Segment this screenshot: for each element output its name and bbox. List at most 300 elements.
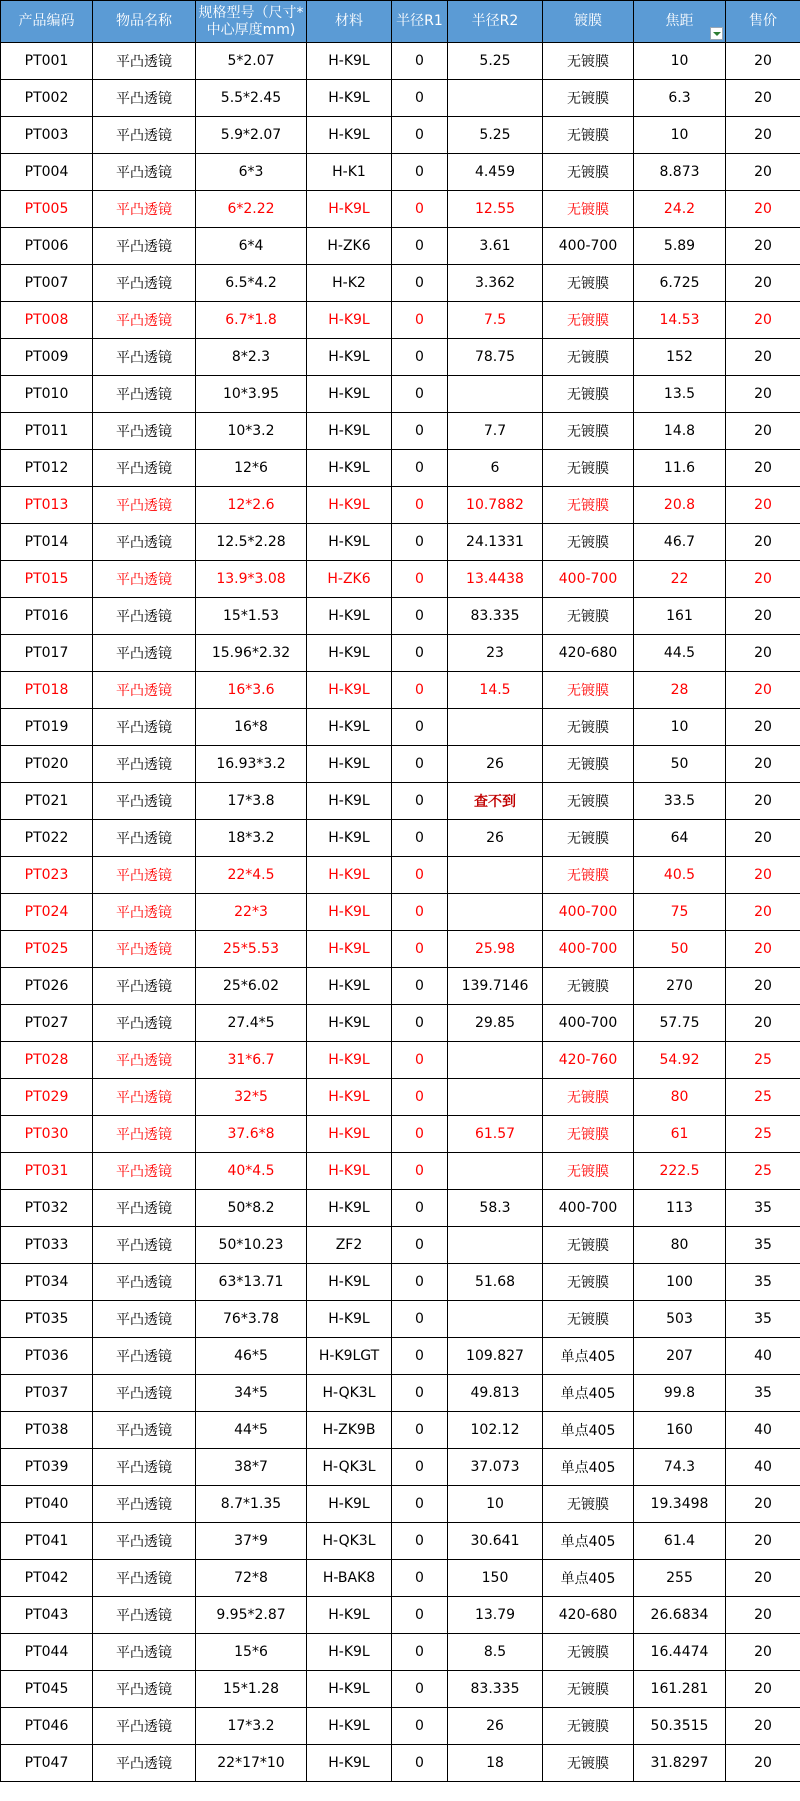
cell-item-name[interactable]: 平凸透镜: [93, 1301, 196, 1338]
cell-radius-r1[interactable]: 0: [392, 1227, 448, 1264]
header-radius-r2[interactable]: 半径R2: [448, 1, 543, 43]
cell-price[interactable]: 20: [726, 302, 800, 339]
cell-focal-length[interactable]: 10: [634, 709, 726, 746]
cell-material[interactable]: H-K9L: [307, 1486, 392, 1523]
cell-item-name[interactable]: 平凸透镜: [93, 1486, 196, 1523]
table-row[interactable]: [1, 1745, 800, 1782]
cell-item-name[interactable]: 平凸透镜: [93, 1190, 196, 1227]
cell-material[interactable]: H-K9L: [307, 709, 392, 746]
cell-material[interactable]: H-K9L: [307, 80, 392, 117]
cell-focal-length[interactable]: 100: [634, 1264, 726, 1301]
cell-spec-model[interactable]: 37.6*8: [196, 1116, 307, 1153]
cell-spec-model[interactable]: 5.5*2.45: [196, 80, 307, 117]
table-row[interactable]: [1, 265, 800, 302]
cell-material[interactable]: H-K9L: [307, 1264, 392, 1301]
cell-radius-r2[interactable]: 58.3: [448, 1190, 543, 1227]
cell-price[interactable]: 20: [726, 598, 800, 635]
cell-focal-length[interactable]: 11.6: [634, 450, 726, 487]
table-row[interactable]: [1, 1375, 800, 1412]
header-spec-model[interactable]: 规格型号（尺寸*中心厚度mm): [196, 1, 307, 43]
cell-focal-length[interactable]: 161.281: [634, 1671, 726, 1708]
cell-focal-length[interactable]: 80: [634, 1079, 726, 1116]
cell-coating[interactable]: 无镀膜: [543, 487, 634, 524]
table-row[interactable]: [1, 450, 800, 487]
cell-spec-model[interactable]: 15.96*2.32: [196, 635, 307, 672]
table-row[interactable]: [1, 931, 800, 968]
cell-coating[interactable]: 420-680: [543, 635, 634, 672]
cell-item-name[interactable]: 平凸透镜: [93, 1042, 196, 1079]
cell-radius-r2[interactable]: 5.25: [448, 43, 543, 80]
cell-price[interactable]: 20: [726, 524, 800, 561]
cell-coating[interactable]: 无镀膜: [543, 1671, 634, 1708]
cell-radius-r1[interactable]: 0: [392, 1708, 448, 1745]
cell-item-name[interactable]: 平凸透镜: [93, 820, 196, 857]
cell-coating[interactable]: 无镀膜: [543, 783, 634, 820]
cell-spec-model[interactable]: 63*13.71: [196, 1264, 307, 1301]
cell-price[interactable]: 20: [726, 43, 800, 80]
cell-price[interactable]: 20: [726, 746, 800, 783]
table-row[interactable]: [1, 1412, 800, 1449]
table-row[interactable]: [1, 1634, 800, 1671]
cell-coating[interactable]: 无镀膜: [543, 1486, 634, 1523]
cell-item-name[interactable]: 平凸透镜: [93, 1375, 196, 1412]
table-row[interactable]: [1, 1449, 800, 1486]
header-radius-r1[interactable]: 半径R1: [392, 1, 448, 43]
cell-material[interactable]: H-K9L: [307, 1745, 392, 1782]
cell-coating[interactable]: 无镀膜: [543, 1116, 634, 1153]
cell-product-code[interactable]: PT021: [1, 783, 93, 820]
cell-spec-model[interactable]: 22*4.5: [196, 857, 307, 894]
cell-focal-length[interactable]: 152: [634, 339, 726, 376]
cell-focal-length[interactable]: 270: [634, 968, 726, 1005]
cell-spec-model[interactable]: 17*3.2: [196, 1708, 307, 1745]
cell-spec-model[interactable]: 13.9*3.08: [196, 561, 307, 598]
cell-material[interactable]: H-K1: [307, 154, 392, 191]
cell-spec-model[interactable]: 16*8: [196, 709, 307, 746]
cell-coating[interactable]: 无镀膜: [543, 1227, 634, 1264]
cell-material[interactable]: H-K9L: [307, 413, 392, 450]
cell-spec-model[interactable]: 6*3: [196, 154, 307, 191]
cell-focal-length[interactable]: 61.4: [634, 1523, 726, 1560]
cell-product-code[interactable]: PT038: [1, 1412, 93, 1449]
cell-radius-r2[interactable]: 3.61: [448, 228, 543, 265]
cell-spec-model[interactable]: 72*8: [196, 1560, 307, 1597]
table-row[interactable]: [1, 1005, 800, 1042]
table-row[interactable]: [1, 857, 800, 894]
cell-radius-r1[interactable]: 0: [392, 413, 448, 450]
cell-focal-length[interactable]: 207: [634, 1338, 726, 1375]
cell-price[interactable]: 20: [726, 857, 800, 894]
cell-coating[interactable]: 无镀膜: [543, 1264, 634, 1301]
cell-coating[interactable]: 无镀膜: [543, 746, 634, 783]
cell-radius-r1[interactable]: 0: [392, 43, 448, 80]
cell-coating[interactable]: 单点405: [543, 1338, 634, 1375]
cell-spec-model[interactable]: 34*5: [196, 1375, 307, 1412]
cell-product-code[interactable]: PT001: [1, 43, 93, 80]
cell-product-code[interactable]: PT043: [1, 1597, 93, 1634]
cell-focal-length[interactable]: 10: [634, 43, 726, 80]
cell-radius-r2[interactable]: 18: [448, 1745, 543, 1782]
cell-spec-model[interactable]: 5.9*2.07: [196, 117, 307, 154]
cell-spec-model[interactable]: 37*9: [196, 1523, 307, 1560]
cell-radius-r1[interactable]: 0: [392, 1523, 448, 1560]
cell-material[interactable]: H-K9L: [307, 746, 392, 783]
cell-material[interactable]: H-K9L: [307, 931, 392, 968]
cell-spec-model[interactable]: 8*2.3: [196, 339, 307, 376]
cell-price[interactable]: 35: [726, 1190, 800, 1227]
table-row[interactable]: [1, 1153, 800, 1190]
cell-material[interactable]: H-K9L: [307, 339, 392, 376]
cell-item-name[interactable]: 平凸透镜: [93, 968, 196, 1005]
cell-radius-r1[interactable]: 0: [392, 1005, 448, 1042]
cell-radius-r2[interactable]: 12.55: [448, 191, 543, 228]
cell-price[interactable]: 25: [726, 1116, 800, 1153]
cell-product-code[interactable]: PT036: [1, 1338, 93, 1375]
cell-radius-r2[interactable]: 102.12: [448, 1412, 543, 1449]
cell-spec-model[interactable]: 15*1.28: [196, 1671, 307, 1708]
cell-radius-r2[interactable]: 10.7882: [448, 487, 543, 524]
cell-product-code[interactable]: PT007: [1, 265, 93, 302]
cell-item-name[interactable]: 平凸透镜: [93, 524, 196, 561]
cell-focal-length[interactable]: 222.5: [634, 1153, 726, 1190]
cell-radius-r1[interactable]: 0: [392, 931, 448, 968]
cell-focal-length[interactable]: 8.873: [634, 154, 726, 191]
cell-radius-r1[interactable]: 0: [392, 302, 448, 339]
cell-item-name[interactable]: 平凸透镜: [93, 1338, 196, 1375]
cell-spec-model[interactable]: 22*17*10: [196, 1745, 307, 1782]
cell-focal-length[interactable]: 24.2: [634, 191, 726, 228]
cell-price[interactable]: 35: [726, 1227, 800, 1264]
cell-focal-length[interactable]: 14.8: [634, 413, 726, 450]
cell-material[interactable]: H-K9L: [307, 857, 392, 894]
table-row[interactable]: [1, 413, 800, 450]
table-row[interactable]: [1, 154, 800, 191]
cell-item-name[interactable]: 平凸透镜: [93, 43, 196, 80]
cell-price[interactable]: 20: [726, 1745, 800, 1782]
cell-product-code[interactable]: PT026: [1, 968, 93, 1005]
cell-radius-r2[interactable]: 30.641: [448, 1523, 543, 1560]
cell-coating[interactable]: 400-700: [543, 1005, 634, 1042]
cell-spec-model[interactable]: 18*3.2: [196, 820, 307, 857]
cell-radius-r2[interactable]: 4.459: [448, 154, 543, 191]
cell-radius-r1[interactable]: 0: [392, 857, 448, 894]
cell-item-name[interactable]: 平凸透镜: [93, 746, 196, 783]
cell-item-name[interactable]: 平凸透镜: [93, 561, 196, 598]
cell-price[interactable]: 20: [726, 968, 800, 1005]
cell-price[interactable]: 20: [726, 1671, 800, 1708]
table-row[interactable]: [1, 1560, 800, 1597]
cell-material[interactable]: H-ZK9B: [307, 1412, 392, 1449]
cell-radius-r2[interactable]: 10: [448, 1486, 543, 1523]
cell-coating[interactable]: 单点405: [543, 1412, 634, 1449]
table-row[interactable]: [1, 709, 800, 746]
cell-radius-r1[interactable]: 0: [392, 1449, 448, 1486]
cell-radius-r1[interactable]: 0: [392, 1634, 448, 1671]
cell-spec-model[interactable]: 15*1.53: [196, 598, 307, 635]
cell-focal-length[interactable]: 64: [634, 820, 726, 857]
cell-material[interactable]: H-ZK6: [307, 561, 392, 598]
cell-price[interactable]: 20: [726, 191, 800, 228]
cell-spec-model[interactable]: 6.7*1.8: [196, 302, 307, 339]
cell-radius-r1[interactable]: 0: [392, 894, 448, 931]
table-row[interactable]: [1, 43, 800, 80]
cell-price[interactable]: 20: [726, 561, 800, 598]
cell-focal-length[interactable]: 13.5: [634, 376, 726, 413]
cell-focal-length[interactable]: 28: [634, 672, 726, 709]
table-row[interactable]: [1, 1042, 800, 1079]
table-row[interactable]: [1, 1264, 800, 1301]
table-row[interactable]: [1, 1671, 800, 1708]
cell-focal-length[interactable]: 16.4474: [634, 1634, 726, 1671]
cell-item-name[interactable]: 平凸透镜: [93, 265, 196, 302]
cell-product-code[interactable]: PT012: [1, 450, 93, 487]
cell-radius-r2[interactable]: [448, 80, 543, 117]
cell-radius-r2[interactable]: 83.335: [448, 598, 543, 635]
cell-spec-model[interactable]: 8.7*1.35: [196, 1486, 307, 1523]
cell-focal-length[interactable]: 75: [634, 894, 726, 931]
cell-radius-r2[interactable]: 61.57: [448, 1116, 543, 1153]
cell-item-name[interactable]: 平凸透镜: [93, 1116, 196, 1153]
cell-radius-r2[interactable]: 5.25: [448, 117, 543, 154]
cell-focal-length[interactable]: 54.92: [634, 1042, 726, 1079]
cell-material[interactable]: H-K9L: [307, 968, 392, 1005]
cell-focal-length[interactable]: 22: [634, 561, 726, 598]
cell-coating[interactable]: 无镀膜: [543, 968, 634, 1005]
cell-price[interactable]: 20: [726, 820, 800, 857]
cell-radius-r2[interactable]: [448, 894, 543, 931]
cell-material[interactable]: H-K9L: [307, 450, 392, 487]
cell-radius-r1[interactable]: 0: [392, 598, 448, 635]
cell-radius-r1[interactable]: 0: [392, 1338, 448, 1375]
cell-focal-length[interactable]: 113: [634, 1190, 726, 1227]
cell-price[interactable]: 20: [726, 1486, 800, 1523]
cell-radius-r1[interactable]: 0: [392, 635, 448, 672]
cell-radius-r2[interactable]: [448, 857, 543, 894]
cell-radius-r1[interactable]: 0: [392, 1486, 448, 1523]
cell-radius-r1[interactable]: 0: [392, 450, 448, 487]
cell-coating[interactable]: 无镀膜: [543, 376, 634, 413]
cell-product-code[interactable]: PT011: [1, 413, 93, 450]
cell-price[interactable]: 40: [726, 1412, 800, 1449]
cell-focal-length[interactable]: 161: [634, 598, 726, 635]
cell-item-name[interactable]: 平凸透镜: [93, 1708, 196, 1745]
cell-coating[interactable]: 无镀膜: [543, 820, 634, 857]
cell-radius-r1[interactable]: 0: [392, 1153, 448, 1190]
table-row[interactable]: [1, 968, 800, 1005]
cell-coating[interactable]: 无镀膜: [543, 1301, 634, 1338]
cell-spec-model[interactable]: 10*3.2: [196, 413, 307, 450]
cell-material[interactable]: H-K9L: [307, 783, 392, 820]
cell-spec-model[interactable]: 16*3.6: [196, 672, 307, 709]
cell-radius-r2[interactable]: 26: [448, 820, 543, 857]
cell-coating[interactable]: 单点405: [543, 1560, 634, 1597]
cell-spec-model[interactable]: 9.95*2.87: [196, 1597, 307, 1634]
cell-radius-r1[interactable]: 0: [392, 672, 448, 709]
cell-focal-length[interactable]: 44.5: [634, 635, 726, 672]
cell-spec-model[interactable]: 12*6: [196, 450, 307, 487]
cell-focal-length[interactable]: 57.75: [634, 1005, 726, 1042]
cell-product-code[interactable]: PT047: [1, 1745, 93, 1782]
cell-focal-length[interactable]: 99.8: [634, 1375, 726, 1412]
cell-product-code[interactable]: PT024: [1, 894, 93, 931]
cell-price[interactable]: 20: [726, 783, 800, 820]
cell-item-name[interactable]: 平凸透镜: [93, 1671, 196, 1708]
cell-coating[interactable]: 无镀膜: [543, 672, 634, 709]
cell-product-code[interactable]: PT046: [1, 1708, 93, 1745]
table-row[interactable]: [1, 672, 800, 709]
cell-item-name[interactable]: 平凸透镜: [93, 1005, 196, 1042]
cell-radius-r2[interactable]: [448, 709, 543, 746]
cell-spec-model[interactable]: 50*8.2: [196, 1190, 307, 1227]
cell-focal-length[interactable]: 31.8297: [634, 1745, 726, 1782]
cell-material[interactable]: H-K9L: [307, 1597, 392, 1634]
cell-item-name[interactable]: 平凸透镜: [93, 339, 196, 376]
cell-price[interactable]: 20: [726, 487, 800, 524]
table-row[interactable]: [1, 635, 800, 672]
cell-spec-model[interactable]: 50*10.23: [196, 1227, 307, 1264]
cell-item-name[interactable]: 平凸透镜: [93, 487, 196, 524]
table-row[interactable]: [1, 1116, 800, 1153]
cell-item-name[interactable]: 平凸透镜: [93, 376, 196, 413]
cell-spec-model[interactable]: 40*4.5: [196, 1153, 307, 1190]
cell-coating[interactable]: 无镀膜: [543, 524, 634, 561]
cell-price[interactable]: 20: [726, 376, 800, 413]
cell-product-code[interactable]: PT023: [1, 857, 93, 894]
cell-radius-r2[interactable]: 29.85: [448, 1005, 543, 1042]
cell-spec-model[interactable]: 76*3.78: [196, 1301, 307, 1338]
cell-radius-r2[interactable]: 139.7146: [448, 968, 543, 1005]
cell-item-name[interactable]: 平凸透镜: [93, 1597, 196, 1634]
cell-radius-r1[interactable]: 0: [392, 487, 448, 524]
cell-product-code[interactable]: PT042: [1, 1560, 93, 1597]
cell-radius-r2[interactable]: 49.813: [448, 1375, 543, 1412]
cell-radius-r1[interactable]: 0: [392, 1116, 448, 1153]
cell-product-code[interactable]: PT031: [1, 1153, 93, 1190]
table-row[interactable]: [1, 302, 800, 339]
cell-item-name[interactable]: 平凸透镜: [93, 1745, 196, 1782]
cell-radius-r2[interactable]: [448, 1153, 543, 1190]
cell-item-name[interactable]: 平凸透镜: [93, 80, 196, 117]
cell-product-code[interactable]: PT020: [1, 746, 93, 783]
cell-coating[interactable]: 单点405: [543, 1523, 634, 1560]
cell-coating[interactable]: 无镀膜: [543, 191, 634, 228]
cell-price[interactable]: 35: [726, 1375, 800, 1412]
cell-price[interactable]: 20: [726, 339, 800, 376]
cell-coating[interactable]: 无镀膜: [543, 265, 634, 302]
table-row[interactable]: [1, 524, 800, 561]
cell-price[interactable]: 20: [726, 1634, 800, 1671]
cell-item-name[interactable]: 平凸透镜: [93, 450, 196, 487]
cell-product-code[interactable]: PT028: [1, 1042, 93, 1079]
cell-focal-length[interactable]: 50: [634, 931, 726, 968]
table-row[interactable]: [1, 1338, 800, 1375]
cell-radius-r2[interactable]: 8.5: [448, 1634, 543, 1671]
cell-radius-r1[interactable]: 0: [392, 117, 448, 154]
cell-radius-r2[interactable]: 13.4438: [448, 561, 543, 598]
cell-material[interactable]: H-K9L: [307, 1301, 392, 1338]
filter-dropdown-icon[interactable]: [710, 27, 723, 40]
cell-coating[interactable]: 无镀膜: [543, 598, 634, 635]
cell-product-code[interactable]: PT008: [1, 302, 93, 339]
cell-item-name[interactable]: 平凸透镜: [93, 598, 196, 635]
cell-material[interactable]: H-K2: [307, 265, 392, 302]
cell-coating[interactable]: 无镀膜: [543, 1634, 634, 1671]
cell-radius-r1[interactable]: 0: [392, 1412, 448, 1449]
cell-material[interactable]: H-K9L: [307, 117, 392, 154]
cell-product-code[interactable]: PT004: [1, 154, 93, 191]
cell-price[interactable]: 20: [726, 413, 800, 450]
cell-product-code[interactable]: PT033: [1, 1227, 93, 1264]
cell-radius-r2[interactable]: 24.1331: [448, 524, 543, 561]
cell-product-code[interactable]: PT018: [1, 672, 93, 709]
cell-product-code[interactable]: PT037: [1, 1375, 93, 1412]
cell-material[interactable]: H-K9L: [307, 1042, 392, 1079]
cell-material[interactable]: H-QK3L: [307, 1375, 392, 1412]
cell-radius-r2[interactable]: 14.5: [448, 672, 543, 709]
cell-spec-model[interactable]: 16.93*3.2: [196, 746, 307, 783]
cell-product-code[interactable]: PT019: [1, 709, 93, 746]
cell-focal-length[interactable]: 74.3: [634, 1449, 726, 1486]
cell-spec-model[interactable]: 25*5.53: [196, 931, 307, 968]
cell-material[interactable]: H-K9L: [307, 1153, 392, 1190]
cell-material[interactable]: H-K9L: [307, 487, 392, 524]
cell-material[interactable]: H-K9L: [307, 1190, 392, 1227]
table-row[interactable]: [1, 561, 800, 598]
cell-item-name[interactable]: 平凸透镜: [93, 1227, 196, 1264]
cell-material[interactable]: H-BAK8: [307, 1560, 392, 1597]
cell-material[interactable]: H-K9L: [307, 1671, 392, 1708]
cell-radius-r1[interactable]: 0: [392, 1745, 448, 1782]
cell-radius-r1[interactable]: 0: [392, 1079, 448, 1116]
cell-radius-r1[interactable]: 0: [392, 80, 448, 117]
cell-item-name[interactable]: 平凸透镜: [93, 1634, 196, 1671]
cell-material[interactable]: H-K9L: [307, 1079, 392, 1116]
cell-coating[interactable]: 无镀膜: [543, 413, 634, 450]
cell-coating[interactable]: 无镀膜: [543, 1708, 634, 1745]
cell-radius-r1[interactable]: 0: [392, 1264, 448, 1301]
cell-radius-r1[interactable]: 0: [392, 561, 448, 598]
cell-material[interactable]: H-K9L: [307, 1634, 392, 1671]
cell-focal-length[interactable]: 46.7: [634, 524, 726, 561]
cell-item-name[interactable]: 平凸透镜: [93, 1153, 196, 1190]
cell-product-code[interactable]: PT039: [1, 1449, 93, 1486]
cell-radius-r2[interactable]: 109.827: [448, 1338, 543, 1375]
cell-material[interactable]: H-K9L: [307, 672, 392, 709]
cell-product-code[interactable]: PT034: [1, 1264, 93, 1301]
cell-item-name[interactable]: 平凸透镜: [93, 931, 196, 968]
table-row[interactable]: [1, 376, 800, 413]
cell-price[interactable]: 20: [726, 265, 800, 302]
cell-radius-r2[interactable]: 23: [448, 635, 543, 672]
cell-product-code[interactable]: PT041: [1, 1523, 93, 1560]
cell-coating[interactable]: 单点405: [543, 1449, 634, 1486]
cell-price[interactable]: 20: [726, 931, 800, 968]
cell-product-code[interactable]: PT032: [1, 1190, 93, 1227]
cell-coating[interactable]: 400-700: [543, 931, 634, 968]
cell-price[interactable]: 20: [726, 154, 800, 191]
cell-focal-length[interactable]: 6.3: [634, 80, 726, 117]
cell-radius-r2[interactable]: 150: [448, 1560, 543, 1597]
cell-price[interactable]: 25: [726, 1153, 800, 1190]
cell-spec-model[interactable]: 38*7: [196, 1449, 307, 1486]
cell-radius-r2[interactable]: 3.362: [448, 265, 543, 302]
cell-material[interactable]: H-K9L: [307, 376, 392, 413]
cell-material[interactable]: H-K9L: [307, 43, 392, 80]
cell-material[interactable]: H-K9L: [307, 635, 392, 672]
header-coating[interactable]: 镀膜: [543, 1, 634, 43]
cell-radius-r2[interactable]: 13.79: [448, 1597, 543, 1634]
cell-focal-length[interactable]: 50.3515: [634, 1708, 726, 1745]
